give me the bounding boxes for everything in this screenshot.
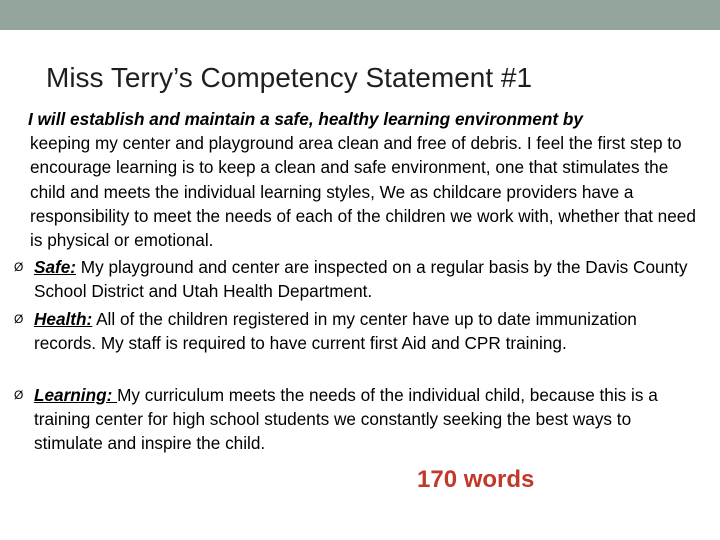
bullet-term: Learning:: [34, 385, 118, 405]
bullet-content: [14, 383, 700, 456]
intro-first-line: I will establish and maintain a safe, healthy learning environment by: [28, 109, 583, 129]
intro-rest: keeping my center and playground area clean and free of debris. I feel the first step to encourage learning is to keep a clean and safe environment, one that stimulates the child and meets the individual learning styles, We as childcare providers have a responsibility to meet the needs of each of the children we work with, whether that need is physical or emotional.: [30, 133, 696, 251]
bullet-text: My curriculum meets the needs of the individual child, because this is a training center for high school students we constantly seeking the best ways to stimulate and inspire the child.: [34, 385, 658, 454]
bullet-learning: [14, 383, 700, 456]
bullet-health: [14, 307, 700, 355]
bullet-term: Health:: [34, 309, 93, 329]
bullet-text: All of the children registered in my center have up to date immunization records. My staff is required to have current first Aid and CPR training.: [34, 309, 637, 354]
word-count-label: 170 words: [417, 466, 535, 493]
bullet-text: My playground and center are inspected on a regular basis by the Davis County School District and Utah Health Department.: [34, 257, 688, 302]
bullet-content: [14, 307, 700, 355]
intro-paragraph: [28, 107, 700, 252]
arrow-bullet-icon: Ø: [14, 312, 24, 326]
slide-title: Miss Terry’s Competency Statement #1: [46, 62, 533, 93]
top-accent-bar: [0, 0, 720, 30]
bullet-term: Safe:: [34, 257, 77, 277]
arrow-bullet-icon: Ø: [14, 260, 24, 274]
bullet-safe: [14, 255, 700, 303]
bullet-content: [14, 255, 700, 303]
arrow-bullet-icon: Ø: [14, 388, 24, 402]
